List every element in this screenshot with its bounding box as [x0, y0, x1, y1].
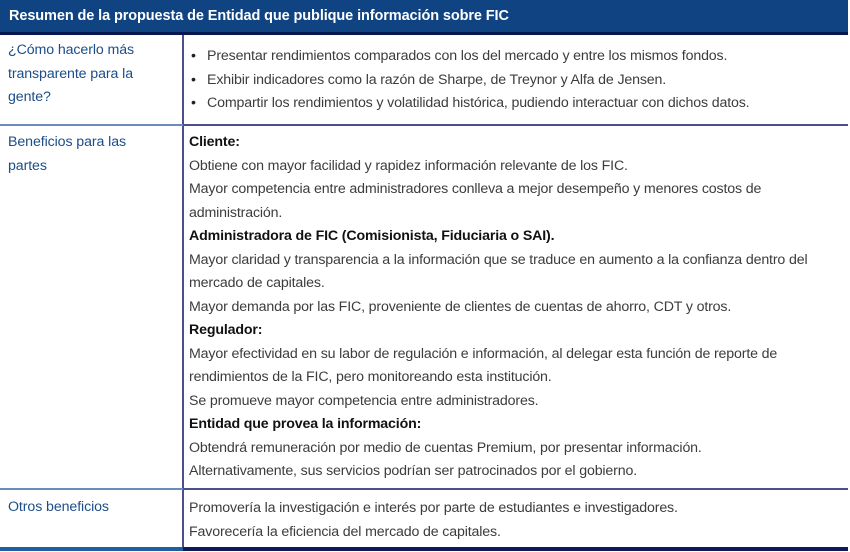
section-heading-client: Cliente: [189, 134, 240, 150]
label-line: Beneficios para las [8, 134, 126, 150]
table-bottom-border [0, 547, 848, 551]
text-line: Se promueve mayor competencia entre administradores. [189, 392, 539, 409]
row-label-other-benefits [8, 496, 178, 520]
row-divider [0, 488, 848, 490]
row-content-how-transparent [189, 45, 844, 116]
text-line: Favorecería la eficiencia del mercado de capitales. [189, 523, 501, 540]
section-heading-administrator: Administradora de FIC (Comisionista, Fiduciaria o SAI). [189, 228, 555, 244]
text-line: Mayor demanda por las FIC, proveniente de clientes de cuentas de ahorro, CDT y otros. [189, 298, 732, 315]
text-line: Mayor claridad y transparencia a la información que se traduce en aumento a la confianza dentro del [189, 251, 808, 268]
bullet-text: Exhibir indicadores como la razón de Sharpe, de Treynor y Alfa de Jensen. [207, 71, 667, 88]
section-heading-regulator: Regulador: [189, 322, 263, 338]
bullet-text: Compartir los rendimientos y volatilidad histórica, pudiendo interactuar con dichos datos. [207, 95, 750, 111]
row-label-how-transparent [8, 39, 178, 110]
row-label-benefits [8, 131, 178, 178]
row-content-other-benefits [189, 497, 844, 544]
row-content-benefits [189, 131, 844, 484]
column-divider [182, 35, 184, 547]
table-title: Resumen de la propuesta de Entidad que publique información sobre FIC [0, 0, 848, 35]
row-divider [0, 124, 848, 126]
text-line: Obtendrá remuneración por medio de cuentas Premium, por presentar información. [189, 439, 702, 456]
bullet-text: Presentar rendimientos comparados con los del mercado y entre los mismos fondos. [207, 48, 728, 64]
text-line: mercado de capitales. [189, 275, 325, 291]
label-line: partes [8, 157, 47, 174]
text-line: Mayor competencia entre administradores conlleva a mejor desempeño y menores costos de [189, 181, 762, 197]
text-line: rendimientos de la FIC, pero monitoreando esta institución. [189, 369, 552, 385]
text-line: Mayor efectividad en su labor de regulación e información, al delegar esta función de reporte de [189, 345, 778, 362]
label-line: gente? [8, 89, 51, 105]
bullet-icon: • [191, 95, 196, 111]
label-line: transparente para la [8, 65, 133, 82]
bullet-item [189, 92, 844, 116]
text-line: Alternativamente, sus servicios podrían ser patrocinados por el gobierno. [189, 463, 638, 479]
section-heading-provider: Entidad que provea la información: [189, 416, 422, 432]
text-line: Obtiene con mayor facilidad y rapidez información relevante de los FIC. [189, 157, 628, 174]
bullet-icon: • [191, 48, 196, 64]
label-line: Otros beneficios [8, 499, 109, 515]
text-line: Promovería la investigación e interés por parte de estudiantes e investigadores. [189, 500, 678, 516]
label-line: ¿Cómo hacerlo más [8, 42, 135, 58]
bullet-icon: • [191, 71, 196, 88]
bullet-item [189, 45, 844, 69]
text-line: administración. [189, 204, 283, 221]
bullet-item [189, 69, 844, 93]
